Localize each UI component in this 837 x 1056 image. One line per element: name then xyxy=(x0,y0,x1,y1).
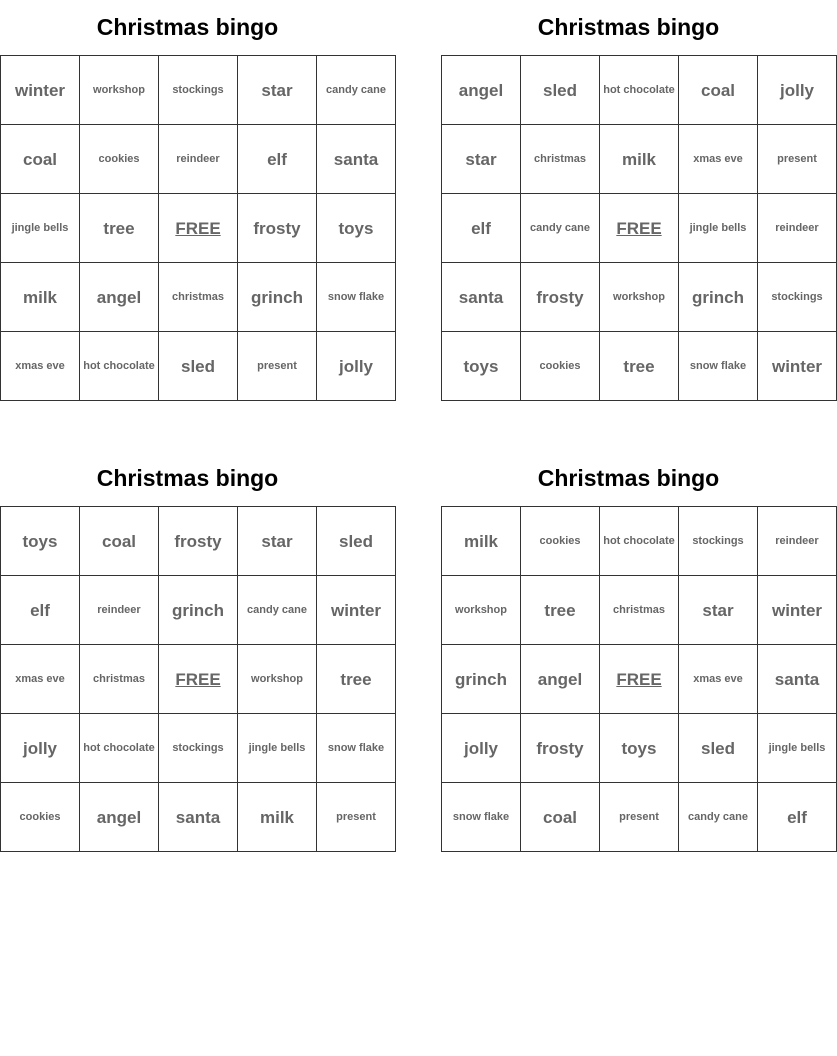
bingo-cell: christmas xyxy=(600,576,679,645)
bingo-cell: reindeer xyxy=(80,576,159,645)
bingo-cell: snow flake xyxy=(442,783,521,852)
bingo-card-3 xyxy=(0,451,385,852)
bingo-cell: sled xyxy=(521,56,600,125)
bingo-cell: jingle bells xyxy=(679,194,758,263)
bingo-cell: reindeer xyxy=(758,194,837,263)
bingo-cell: winter xyxy=(758,332,837,401)
bingo-cell: jolly xyxy=(1,714,80,783)
bingo-cell: stockings xyxy=(758,263,837,332)
bingo-cell: xmas eve xyxy=(679,645,758,714)
bingo-cell: hot chocolate xyxy=(80,714,159,783)
bingo-cell: frosty xyxy=(159,507,238,576)
bingo-cell: snow flake xyxy=(317,714,396,783)
bingo-cell: candy cane xyxy=(679,783,758,852)
bingo-cell: candy cane xyxy=(238,576,317,645)
bingo-cell: christmas xyxy=(159,263,238,332)
bingo-cell: star xyxy=(442,125,521,194)
free-space-cell: FREE xyxy=(159,645,238,714)
bingo-cell: sled xyxy=(159,332,238,401)
bingo-cell: workshop xyxy=(600,263,679,332)
bingo-cell: grinch xyxy=(159,576,238,645)
bingo-cell: present xyxy=(317,783,396,852)
free-space-cell: FREE xyxy=(600,194,679,263)
bingo-cell: snow flake xyxy=(679,332,758,401)
bingo-cell: winter xyxy=(758,576,837,645)
free-space-cell: FREE xyxy=(159,194,238,263)
bingo-cell: coal xyxy=(521,783,600,852)
bingo-cell: angel xyxy=(521,645,600,714)
bingo-cell: star xyxy=(238,56,317,125)
bingo-cell: santa xyxy=(758,645,837,714)
bingo-cell: stockings xyxy=(159,56,238,125)
bingo-cell: coal xyxy=(679,56,758,125)
card-title: Christmas bingo xyxy=(96,14,279,40)
bingo-cell: jingle bells xyxy=(1,194,80,263)
bingo-cell: xmas eve xyxy=(1,332,80,401)
bingo-cell: cookies xyxy=(80,125,159,194)
bingo-cell: winter xyxy=(317,576,396,645)
bingo-grid xyxy=(441,55,837,401)
bingo-cell: christmas xyxy=(80,645,159,714)
bingo-cell: tree xyxy=(600,332,679,401)
bingo-cell: candy cane xyxy=(521,194,600,263)
bingo-cell: santa xyxy=(442,263,521,332)
bingo-cell: grinch xyxy=(679,263,758,332)
bingo-cell: santa xyxy=(159,783,238,852)
bingo-cell: jingle bells xyxy=(758,714,837,783)
bingo-cell: tree xyxy=(317,645,396,714)
bingo-cell: cookies xyxy=(521,332,600,401)
bingo-cell: christmas xyxy=(521,125,600,194)
bingo-cell: toys xyxy=(317,194,396,263)
bingo-cell: toys xyxy=(600,714,679,783)
bingo-cell: coal xyxy=(80,507,159,576)
bingo-cell: stockings xyxy=(159,714,238,783)
bingo-cell: elf xyxy=(1,576,80,645)
card-title: Christmas bingo xyxy=(537,14,720,40)
bingo-grid xyxy=(0,55,396,401)
bingo-cell: toys xyxy=(1,507,80,576)
bingo-cell: milk xyxy=(600,125,679,194)
bingo-cell: angel xyxy=(442,56,521,125)
bingo-grid xyxy=(0,506,396,852)
bingo-grid xyxy=(441,506,837,852)
bingo-cell: grinch xyxy=(442,645,521,714)
bingo-cell: jolly xyxy=(442,714,521,783)
bingo-cell: frosty xyxy=(521,263,600,332)
card-title: Christmas bingo xyxy=(537,465,720,491)
bingo-cell: cookies xyxy=(1,783,80,852)
bingo-cell: workshop xyxy=(80,56,159,125)
bingo-cell: toys xyxy=(442,332,521,401)
bingo-cell: reindeer xyxy=(159,125,238,194)
bingo-cell: stockings xyxy=(679,507,758,576)
bingo-cell: angel xyxy=(80,783,159,852)
bingo-cell: sled xyxy=(679,714,758,783)
bingo-cell: present xyxy=(238,332,317,401)
bingo-cell: sled xyxy=(317,507,396,576)
bingo-cell: candy cane xyxy=(317,56,396,125)
bingo-cell: winter xyxy=(1,56,80,125)
bingo-cell: elf xyxy=(758,783,837,852)
bingo-cell: cookies xyxy=(521,507,600,576)
bingo-cell: frosty xyxy=(521,714,600,783)
bingo-cell: tree xyxy=(521,576,600,645)
bingo-cell: milk xyxy=(442,507,521,576)
bingo-cell: tree xyxy=(80,194,159,263)
bingo-cell: coal xyxy=(1,125,80,194)
bingo-cell: milk xyxy=(1,263,80,332)
bingo-cell: xmas eve xyxy=(679,125,758,194)
bingo-cell: elf xyxy=(238,125,317,194)
bingo-cell: frosty xyxy=(238,194,317,263)
bingo-cell: jolly xyxy=(758,56,837,125)
bingo-cell: jingle bells xyxy=(238,714,317,783)
bingo-cell: hot chocolate xyxy=(600,56,679,125)
bingo-cell: present xyxy=(758,125,837,194)
bingo-cell: grinch xyxy=(238,263,317,332)
bingo-cell: jolly xyxy=(317,332,396,401)
bingo-card-2 xyxy=(441,0,823,401)
free-space-cell: FREE xyxy=(600,645,679,714)
bingo-cell: milk xyxy=(238,783,317,852)
bingo-card-4 xyxy=(441,451,826,852)
bingo-cell: snow flake xyxy=(317,263,396,332)
bingo-cell: workshop xyxy=(442,576,521,645)
bingo-cell: santa xyxy=(317,125,396,194)
bingo-cell: present xyxy=(600,783,679,852)
bingo-cell: hot chocolate xyxy=(80,332,159,401)
bingo-cell: hot chocolate xyxy=(600,507,679,576)
bingo-cell: star xyxy=(238,507,317,576)
bingo-cell: angel xyxy=(80,263,159,332)
bingo-cell: workshop xyxy=(238,645,317,714)
bingo-cell: star xyxy=(679,576,758,645)
bingo-cell: reindeer xyxy=(758,507,837,576)
card-title: Christmas bingo xyxy=(96,465,279,491)
bingo-cell: xmas eve xyxy=(1,645,80,714)
bingo-cell: elf xyxy=(442,194,521,263)
bingo-card-1 xyxy=(0,0,386,401)
